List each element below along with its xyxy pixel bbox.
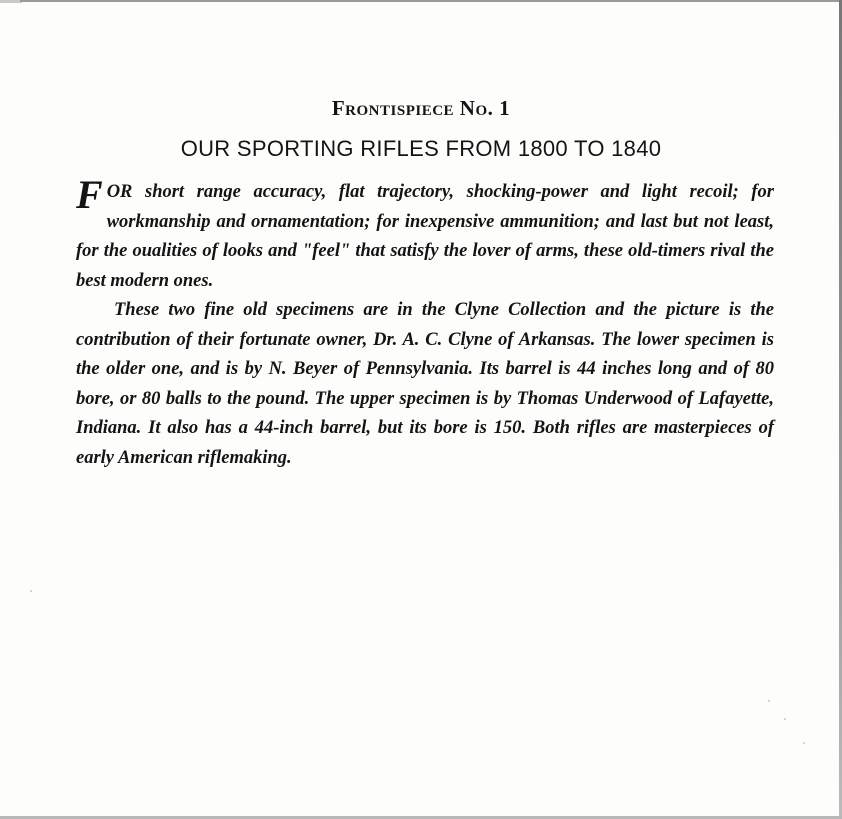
body-text [76,172,774,473]
scan-edge-top [20,0,842,2]
paragraph-description: These two fine old specimens are in the Clyne Collection and the picture is the contribution of their fortunate owner, Dr. A. C. Clyne of Arkansas. The lower specimen is the older one, and is by N. Beyer of Pennsylvania. Its barrel is 44 inches long and of 80 bore, or 80 balls to the pound. The upper specimen is by Thomas Underwood of Lafayette, Indiana. It also has a 44-inch barrel, but its bore is 150. Both rifles are masterpieces of early American riflemaking. [76,300,774,468]
scan-speck [784,718,786,720]
paragraph-intro: FOR short range accuracy, flat trajectory, shocking-power and light recoil; for workmanship and ornamentation; for inexpensive ammunition; and last but not least, for the oualities of looks and "feel" that satisfy the lover of arms, these old-timers rival the best modern ones. [76,172,774,291]
scan-speck [803,742,805,744]
scan-edge-corner [0,0,22,3]
page-title: OUR SPORTING RIFLES FROM 1800 TO 1840 [180,136,662,161]
scan-speck [30,590,32,592]
frontispiece-heading: Frontispiece No. 1 [331,96,511,120]
scan-speck [768,700,770,702]
